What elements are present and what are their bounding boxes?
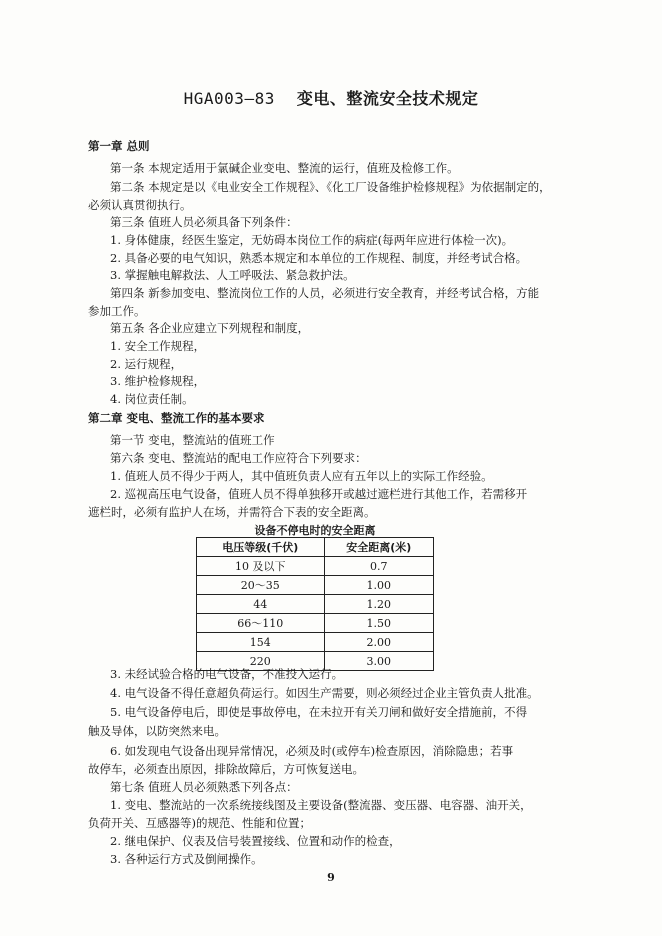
title-text: 变电、整流安全技术规定 <box>296 89 479 108</box>
article-5-item-2: 2. 运行规程， <box>110 357 183 371</box>
table-row <box>197 614 434 633</box>
table-cell-distance: 2.00 <box>324 633 433 652</box>
article-6: 第六条 变电、整流站的配电工作应符合下列要求： <box>110 451 367 465</box>
article-7-item-2: 2. 继电保护、仪表及信号装置接线、位置和动作的检查， <box>110 834 401 848</box>
article-5-item-3: 3. 维护检修规程， <box>110 374 206 388</box>
article-6-item-6-cont: 故停车，必须查出原因，排除故障后，方可恢复送电。 <box>88 762 364 776</box>
table-cell-voltage: 154 <box>197 633 325 652</box>
article-4: 第四条 新参加变电、整流岗位工作的人员，必须进行安全教育，并经考试合格，方能 <box>110 286 540 300</box>
article-6-item-5-cont: 触及导体，以防突然来电。 <box>88 724 226 738</box>
document-title <box>0 86 662 109</box>
table-cell-voltage: 220 <box>197 652 325 671</box>
section-1-heading: 第一节 变电，整流站的值班工作 <box>110 433 275 447</box>
table-header-row <box>197 538 434 557</box>
article-6-item-4: 4. 电气设备不得任意超负荷运行。如因生产需要，则必须经过企业主管负责人批准。 <box>110 686 539 700</box>
article-1: 第一条 本规定适用于氯碱企业变电、整流的运行，值班及检修工作。 <box>110 161 459 175</box>
article-6-item-5: 5. 电气设备停电后，即使是事故停电，在未拉开有关刀闸和做好安全措施前，不得 <box>110 705 528 719</box>
article-3-item-1: 1. 身体健康，经医生鉴定，无妨碍本岗位工作的病症(每两年应进行体检一次)。 <box>110 233 514 247</box>
article-3: 第三条 值班人员必须具备下列条件： <box>110 215 298 229</box>
article-6-item-2: 2. 巡视高压电气设备，值班人员不得单独移开或越过遮栏进行其他工作，若需移开 <box>110 487 528 501</box>
article-5-item-1: 1. 安全工作规程， <box>110 339 206 353</box>
article-4-cont: 参加工作。 <box>88 304 146 318</box>
table-row <box>197 633 434 652</box>
table-caption: 设备不停电时的安全距离 <box>254 524 376 537</box>
table-cell-distance: 3.00 <box>324 652 433 671</box>
table-cell-distance: 0.7 <box>324 557 433 576</box>
article-7-item-3: 3. 各种运行方式及倒闸操作。 <box>110 852 263 866</box>
table-cell-voltage: 20～35 <box>197 576 325 595</box>
table-row <box>197 595 434 614</box>
article-6-item-3: 3. 未经试验合格的电气设备，不准投入运行。 <box>110 667 344 681</box>
table-cell-voltage: 66～110 <box>197 614 325 633</box>
standard-code: HGA003—83 <box>183 89 275 108</box>
article-7-item-1: 1. 变电、整流站的一次系统接线图及主要设备(整流器、变压器、电容器、油开关， <box>110 798 532 812</box>
article-6-item-6: 6. 如发现电气设备出现异常情况，必须及时(或停车)检查原因，消除隐患；若事 <box>110 744 514 758</box>
table-cell-voltage: 44 <box>197 595 325 614</box>
table-header-distance: 安全距离(米) <box>324 538 433 557</box>
article-2-cont: 必须认真贯彻执行。 <box>88 198 192 212</box>
safety-distance-table <box>196 537 434 671</box>
page-number: 9 <box>327 871 335 884</box>
article-2: 第二条 本规定是以《电业安全工作规程》、《化工厂设备维护检修规程》为依据制定的， <box>110 180 551 194</box>
article-6-item-1: 1. 值班人员不得少于两人，其中值班负责人应有五年以上的实际工作经验。 <box>110 469 493 483</box>
article-3-item-3: 3. 掌握触电解救法、人工呼吸法、紧急救护法。 <box>110 268 355 282</box>
article-3-item-2: 2. 具备必要的电气知识，熟悉本规定和本单位的工作规程、制度，并经考试合格。 <box>110 251 528 265</box>
table-cell-distance: 1.20 <box>324 595 433 614</box>
article-7-item-1-cont: 负荷开关、互感器等)的规范、性能和位置； <box>88 816 311 830</box>
article-6-item-2-cont: 遮栏时，必须有监护人在场，并需符合下表的安全距离。 <box>88 505 376 519</box>
table-row <box>197 576 434 595</box>
article-5-item-4: 4. 岗位责任制。 <box>110 392 194 406</box>
article-5: 第五条 各企业应建立下列规程和制度， <box>110 321 310 335</box>
chapter-2-heading: 第二章 变电、整流工作的基本要求 <box>88 411 265 425</box>
table-row <box>197 557 434 576</box>
table-cell-voltage: 10 及以下 <box>197 557 325 576</box>
article-7: 第七条 值班人员必须熟悉下列各点： <box>110 780 298 794</box>
table-cell-distance: 1.50 <box>324 614 433 633</box>
chapter-1-heading: 第一章 总则 <box>88 139 150 153</box>
table-cell-distance: 1.00 <box>324 576 433 595</box>
table-header-voltage: 电压等级(千伏) <box>197 538 325 557</box>
